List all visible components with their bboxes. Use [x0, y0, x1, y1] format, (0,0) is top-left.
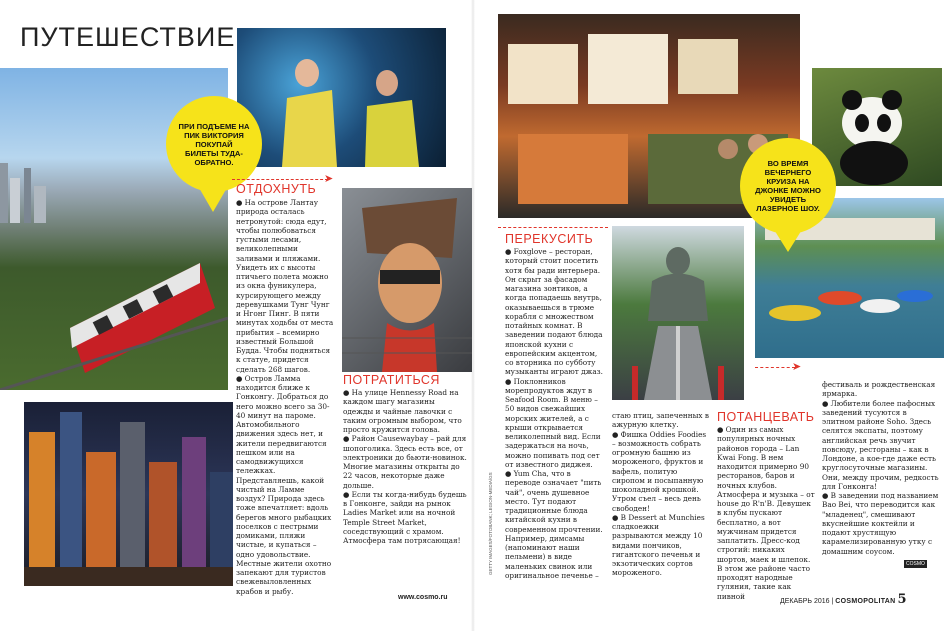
tip-bubble-peak-text: ПРИ ПОДЪЕМЕ НА ПИК ВИКТОРИЯ ПОКУПАЙ БИЛЕТЫ ТУДА-ОБРАТНО. [178, 121, 250, 167]
paragraph: ● На острове Лантау природа осталась нетронутой: сюда едут, чтобы полюбоваться густыми лесами, великолепными заливами и пляжами. Увидеть их с высоты птичьего полета можно из окна фуникулера, курсирующего между деревушками Тунг Чунг и Нгонг Пинг. В пяти минутах ходьбы от места прибытия – всемирно известный Большой Будда. Чтобы подняться к статуе, придется сделать 268 шагов. [236, 198, 334, 374]
paragraph: ● Район Causewaybay – рай для шопоголика. Здесь есть все, от электроники до бьюти-новинок. Многие магазины открыты до 22 часов, некоторые даже дольше. [343, 434, 467, 490]
paragraph: ● Foxglove – ресторан, который стоит посетить хотя бы ради интерьера. Он скрыт за фасадом магазина зонтиков, а когда попадаешь внутрь, оказываешься в трюме корабля с множеством потайных комнат. В заведении подают блюда японской кухни с европейским акцентом, со вторника по субботу музыканты играют джаз. [505, 247, 603, 377]
tip-bubble-junk-text: ВО ВРЕМЯ ВЕЧЕРНЕГО КРУИЗА НА ДЖОНКЕ МОЖНО УВИДЕТЬ ЛАЗЕРНОЕ ШОУ. [755, 159, 821, 213]
paragraph: ● В заведении под названием Bao Bei, что переводится как "младенец", смешивают вкуснейшие коктейли и подают хрустящую карамелизированную утку с домашним соусом. [822, 491, 939, 556]
dashed-arrow-line [498, 227, 608, 228]
column-snack-continued [612, 411, 712, 578]
paragraph: стаю птиц, запеченных в ажурную клетку. [612, 411, 709, 430]
footer-url: www.cosmo.ru [398, 594, 448, 601]
column-relax [236, 198, 336, 596]
paragraph: ● Остров Ламма находится ближе к Гонконгу. Добраться до него можно всего за 30-40 минут на пароме. Автомобильного движения здесь нет, и жители передвигаются пешком или на самодвижущихся тележках. Представляешь, какой чистый на Ламме воздух? Природа здесь тоже впечатляет: вдоль берегов много рыбацких поселков с пестрыми домиками, пляжи чистые, и купаться – одно удовольствие. Местные жители охотно запекают для туристов свежевыловленных крабов и рыбу. [236, 373, 332, 596]
arrow-right-icon: ➤ [792, 360, 802, 373]
paragraph: фестиваль и рождественская ярмарка. [822, 380, 936, 399]
section-title: ПУТЕШЕСТВИЕ [20, 22, 236, 52]
heading-snack: ПЕРЕКУСИТЬ [505, 232, 594, 246]
heading-relax: ОТДОХНУТЬ [236, 182, 317, 196]
photo-nightclub-dancers [237, 28, 446, 167]
tip-bubble-junk-pointer [773, 228, 803, 252]
photo-credit: GETTY IMAGES/FOTOBANK; LEGION-MEDIA/GS [488, 472, 493, 575]
paragraph: ● Поклонников морепродуктов ждут в Seafood Room. В меню – 50 видов свежайших морских жителей, а с крыши открывается великолепный вид. Если задержаться на ночь, можно попивать под сет от известного диджея. [505, 376, 601, 469]
paragraph: ● На улице Hennessy Road на каждом шагу магазины одежды и чайные лавочки с таким огромным выбором, что просто кружится голова. [343, 388, 462, 434]
column-snack [505, 247, 605, 580]
photo-night-skyscrapers [24, 402, 233, 586]
tip-bubble-peak [166, 96, 262, 192]
footer-issue [780, 592, 907, 607]
paragraph: ● Любители более пафосных заведений тусуются в элитном районе Soho. Здесь селятся экспаты, поэтому английская речь звучит повсюду, рестораны – как в Лондоне, а кое-где даже есть круглосуточные магазины. Они, между прочим, редкость для Гонконга! [822, 398, 939, 491]
dashed-arrow-line [755, 367, 795, 368]
end-mark: COSMO [906, 561, 925, 567]
paragraph: ● Yum Cha, что в переводе означает "пить чай", очень душевное место. Тут подают традиционные блюда китайской кухни в современном прочтении. Например, димсамы (напоминают наши пельмени) в виде маленьких свинок или оригинальное печенье – [505, 469, 603, 580]
heading-spend: ПОТРАТИТЬСЯ [343, 373, 440, 387]
arrow-right-icon: ➤ [324, 172, 334, 185]
heading-dance: ПОТАНЦЕВАТЬ [717, 410, 815, 424]
paragraph: ● Если ты когда-нибудь будешь в Гонконге, зайди на рынок Ladies Market или на ночной Temple Street Market, соседствующий с храмом. Атмосфера там потрясающая! [343, 489, 467, 545]
footer-issue-date: ДЕКАБРЬ 2016 | [780, 598, 834, 605]
page-number: 5 [897, 592, 907, 607]
tip-bubble-junk [740, 138, 836, 234]
dashed-arrow-line [232, 179, 328, 180]
column-spend [343, 388, 467, 545]
photo-graffiti-wall [342, 188, 472, 372]
paragraph: ● Один из самых популярных ночных районов города – Lan Kwai Fong. В нем находится примерно 90 ресторанов, баров и ночных клубов. Атмосфера и музыка – от house до R'n'B. Девушек в клубы пускают бесплатно, а вот мужчинам придется заплатить. Дресс-код строгий: никаких шортов, маек и шлепок. В этом же районе часто проходят народные гуляния, такие как пивной [717, 425, 815, 601]
column-dance-continued [822, 380, 940, 556]
tip-bubble-peak-pointer [198, 186, 228, 212]
paragraph: ● В Dessert at Munchies сладкоежки разрываются между 10 видами пончиков, гигантского печенья и экзотических сортов мороженого. [612, 512, 705, 578]
photo-big-buddha [612, 226, 744, 400]
paragraph: ● Фишка Oddies Foodies – возможность собрать огромную башню из мороженого, фруктов и вафель, политую сиропом и посыпанную шоколадной крошкой. Утром съел – весь день свободен! [612, 429, 707, 513]
column-dance [717, 425, 817, 601]
footer-brand: COSMOPOLITAN [835, 598, 896, 605]
